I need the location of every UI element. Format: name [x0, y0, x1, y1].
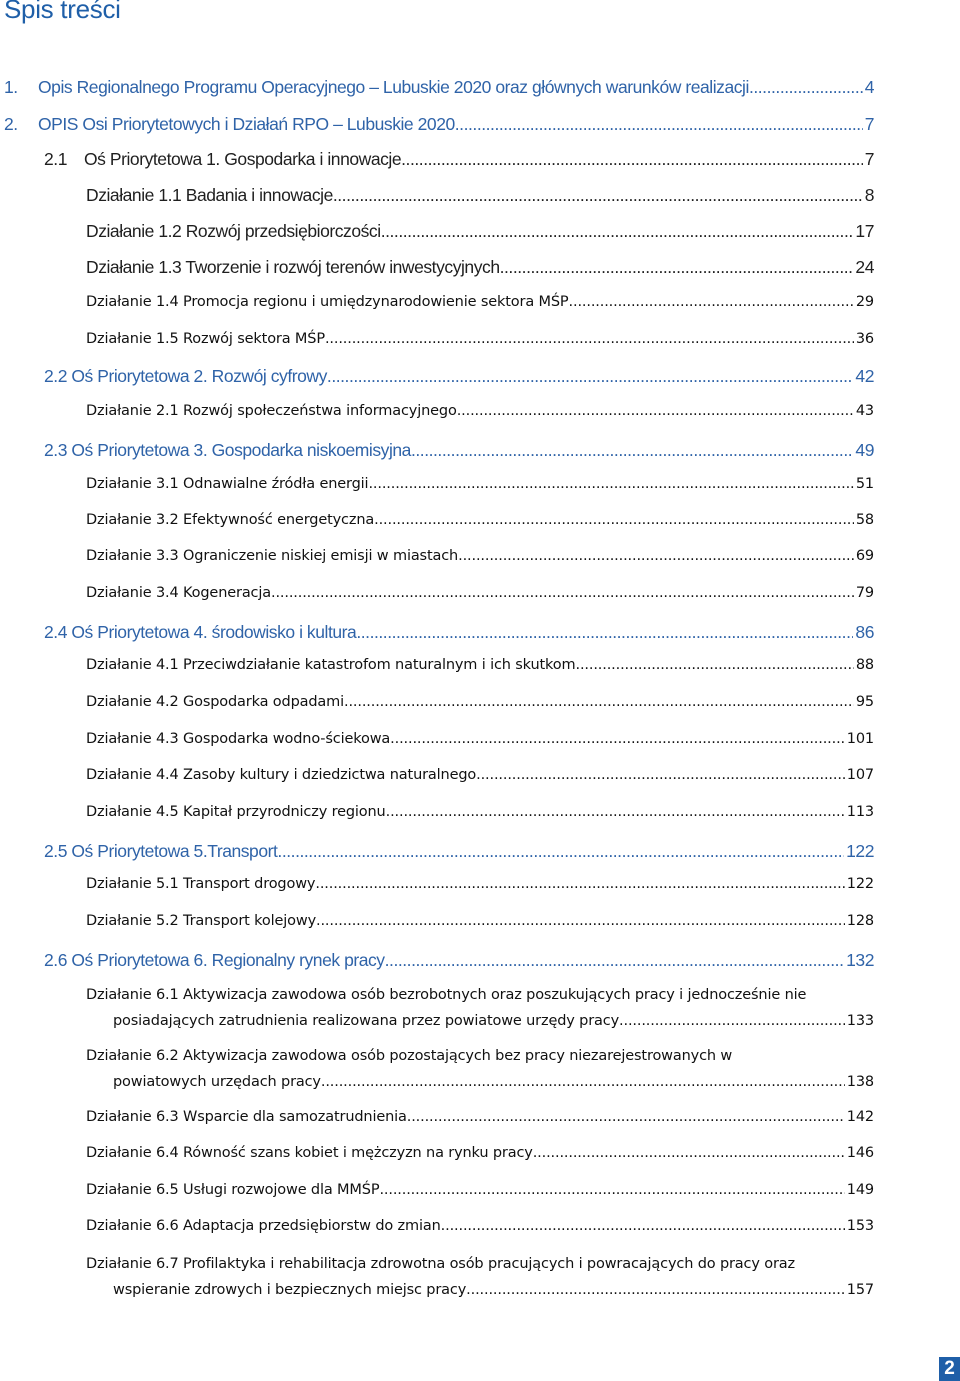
toc-entry[interactable] [86, 657, 874, 673]
toc-entry[interactable] [86, 257, 874, 278]
toc-entry-page: 58 [855, 512, 874, 528]
dot-leader [466, 1277, 845, 1303]
toc-entry-title: Działanie 6.1 Aktywizacja zawodowa osób bezrobotnych oraz poszukujących pracy i jednocześnie nie [86, 987, 807, 1003]
toc-entry-title: Działanie 4.4 Zasoby kultury i dziedzictwa naturalnego [86, 767, 477, 783]
toc-entry[interactable] [86, 1109, 874, 1125]
toc-entry[interactable] [44, 366, 874, 387]
dot-leader [569, 294, 854, 310]
dot-leader [619, 1008, 845, 1034]
toc-entry[interactable] [44, 841, 874, 862]
toc-entry[interactable] [86, 548, 874, 564]
toc-entry-number: 2.1 [44, 149, 67, 169]
toc-entry[interactable] [44, 440, 874, 461]
dot-leader [271, 585, 854, 601]
toc-entry[interactable] [86, 876, 874, 892]
toc-entry-title: Działanie 6.5 Usługi rozwojowe dla MMŚP [86, 1182, 380, 1198]
toc-entry-title: Działanie 4.1 Przeciwdziałanie katastrofom naturalnym i ich skutkom [86, 657, 576, 673]
dot-leader [374, 512, 854, 528]
dot-leader [316, 913, 845, 929]
toc-entry-page: 17 [855, 221, 874, 241]
toc-entry-page: 138 [846, 1074, 874, 1090]
toc-entry-title: Działanie 3.1 Odnawialne źródła energii [86, 476, 369, 492]
toc-entry[interactable] [86, 403, 874, 419]
dot-leader [325, 331, 854, 347]
toc-entry-page: 107 [846, 767, 874, 783]
toc-entry-title: 2.3 Oś Priorytetowa 3. Gospodarka niskoemisyjna [44, 440, 411, 460]
toc-entry-title: Działanie 4.2 Gospodarka odpadami [86, 694, 344, 710]
toc-entry-title: Działanie 1.1 Badania i innowacje [86, 185, 333, 205]
toc-entry-title: Działanie 2.1 Rozwój społeczeństwa informacyjnego [86, 403, 457, 419]
toc-entry[interactable] [86, 221, 874, 242]
toc-entry[interactable] [44, 149, 874, 170]
toc-entry-title: Działanie 6.6 Adaptacja przedsiębiorstw do zmian [86, 1218, 441, 1234]
dot-leader [407, 1109, 845, 1125]
toc-entry-title: Działanie 1.5 Rozwój sektora MŚP [86, 331, 325, 347]
toc-entry-title: 2.4 Oś Priorytetowa 4. środowisko i kultura [44, 622, 357, 642]
toc-entry-number: 1. [4, 77, 18, 97]
toc-entry[interactable] [44, 622, 874, 643]
toc-entry-page: 69 [855, 548, 874, 564]
toc-entry[interactable] [44, 950, 874, 971]
toc-entry-title: 2.6 Oś Priorytetowa 6. Regionalny rynek pracy [44, 950, 385, 970]
page-number: 2 [939, 1357, 960, 1381]
dot-leader [277, 841, 844, 862]
dot-leader [458, 548, 854, 564]
toc-entry-title-continued: posiadających zatrudnienia realizowana przez powiatowe urzędy pracy [113, 1013, 620, 1029]
toc-entry-title: Działanie 3.3 Ograniczenie niskiej emisji w miastach [86, 548, 459, 564]
toc-entry-page: 146 [846, 1145, 874, 1161]
toc-entry[interactable] [86, 1043, 874, 1095]
toc-entry[interactable] [86, 331, 874, 347]
toc-entry-title: Działanie 3.2 Efektywność energetyczna [86, 512, 375, 528]
toc-entry-page: 36 [855, 331, 874, 347]
toc-entry[interactable] [86, 767, 874, 783]
toc-entry-page: 7 [864, 149, 874, 169]
toc-entry-page: 79 [855, 585, 874, 601]
toc-entry[interactable] [86, 512, 874, 528]
toc-entry-page: 8 [864, 185, 874, 205]
dot-leader [476, 767, 845, 783]
toc-entry-title-continued: powiatowych urzędach pracy [113, 1074, 321, 1090]
toc-entry-title: Działanie 6.4 Równość szans kobiet i mężczyzn na rynku pracy [86, 1145, 533, 1161]
toc-entry[interactable] [86, 1182, 874, 1198]
dot-leader [368, 476, 853, 492]
toc-entry-page: 132 [846, 950, 874, 970]
toc-entry-title: 2.5 Oś Priorytetowa 5.Transport [44, 841, 278, 861]
toc-entry[interactable] [86, 804, 874, 820]
toc-entry-title: Oś Priorytetowa 1. Gospodarka i innowacje [84, 149, 402, 169]
toc-entry-title-continued: wspieranie zdrowych i bezpiecznych miejsc pracy [113, 1282, 467, 1298]
toc-entry-page: 24 [855, 257, 874, 277]
toc-entry[interactable] [86, 476, 874, 492]
toc-entry-page: 42 [855, 366, 874, 386]
dot-leader [381, 221, 854, 242]
dot-leader [321, 1069, 845, 1095]
dot-leader [344, 694, 854, 710]
toc-entry[interactable] [86, 1145, 874, 1161]
toc-entry[interactable] [86, 294, 874, 310]
toc-entry-page: 113 [846, 804, 874, 820]
toc-entry[interactable] [86, 982, 874, 1034]
toc-entry-page: 133 [846, 1013, 874, 1029]
dot-leader [575, 657, 853, 673]
toc-entry-title: Działanie 4.3 Gospodarka wodno-ściekowa [86, 731, 391, 747]
toc-entry-page: 142 [846, 1109, 874, 1125]
dot-leader [441, 1218, 845, 1234]
toc-entry-page: 88 [855, 657, 874, 673]
toc-entry-page: 86 [855, 622, 874, 642]
toc-entry-page: 122 [846, 876, 874, 892]
toc-entry[interactable] [4, 114, 874, 135]
toc-entry-page: 4 [864, 77, 874, 97]
dot-leader [411, 440, 853, 461]
toc-entry-page: 49 [855, 440, 874, 460]
toc-entry-title: 2.2 Oś Priorytetowa 2. Rozwój cyfrowy [44, 366, 327, 386]
toc-entry-page: 128 [846, 913, 874, 929]
toc-entry-page: 101 [846, 731, 874, 747]
toc-entry-number: 2. [4, 114, 18, 134]
toc-entry-page: 29 [855, 294, 874, 310]
toc-entry[interactable] [86, 1251, 874, 1303]
toc-entry-title: Działanie 1.4 Promocja regionu i umiędzynarodowienie sektora MŚP [86, 294, 569, 310]
toc-entry[interactable] [86, 185, 874, 206]
dot-leader [386, 804, 845, 820]
dot-leader [455, 114, 863, 135]
toc-entry-title: Działanie 3.4 Kogeneracja [86, 585, 271, 601]
toc-entry-page: 43 [855, 403, 874, 419]
toc-entry-title: Działanie 6.2 Aktywizacja zawodowa osób pozostających bez pracy niezarejestrowanych w [86, 1048, 733, 1064]
toc-entry[interactable] [86, 913, 874, 929]
toc-entry-page: 122 [846, 841, 874, 861]
toc-entry[interactable] [86, 1218, 874, 1234]
toc-entry-page: 153 [846, 1218, 874, 1234]
dot-leader [749, 77, 863, 98]
toc-entry-title: Działanie 6.3 Wsparcie dla samozatrudnienia [86, 1109, 407, 1125]
toc-entry-title: Działanie 1.3 Tworzenie i rozwój terenów inwestycyjnych [86, 257, 500, 277]
toc-entry-title: Opis Regionalnego Programu Operacyjnego – Lubuskie 2020 oraz głównych warunków realizacji [38, 77, 749, 97]
toc-entry-title: Działanie 5.1 Transport drogowy [86, 876, 316, 892]
toc-entry[interactable] [86, 694, 874, 710]
dot-leader [457, 403, 854, 419]
page-title: Spis treści [4, 0, 121, 24]
dot-leader [385, 950, 845, 971]
toc-entry-page: 95 [855, 694, 874, 710]
toc-entry-page: 7 [864, 114, 874, 134]
toc-entry[interactable] [4, 77, 874, 98]
toc-entry-title: Działanie 4.5 Kapitał przyrodniczy regionu [86, 804, 386, 820]
dot-leader [356, 622, 853, 643]
dot-leader [390, 731, 845, 747]
dot-leader [533, 1145, 845, 1161]
toc-entry-title: OPIS Osi Priorytetowych i Działań RPO – Lubuskie 2020 [38, 114, 455, 134]
dot-leader [401, 149, 863, 170]
toc-entry-page: 157 [846, 1282, 874, 1298]
toc-entry-title: Działanie 5.2 Transport kolejowy [86, 913, 317, 929]
toc-entry-page: 149 [846, 1182, 874, 1198]
dot-leader [379, 1182, 844, 1198]
toc-entry-title: Działanie 6.7 Profilaktyka i rehabilitacja zdrowotna osób pracujących i powracających do pracy oraz [86, 1256, 795, 1272]
dot-leader [500, 257, 854, 278]
toc-entry[interactable] [86, 585, 874, 601]
toc-entry-title: Działanie 1.2 Rozwój przedsiębiorczości [86, 221, 381, 241]
toc-entry[interactable] [86, 731, 874, 747]
dot-leader [315, 876, 844, 892]
dot-leader [327, 366, 854, 387]
dot-leader [333, 185, 863, 206]
toc-entry-page: 51 [855, 476, 874, 492]
